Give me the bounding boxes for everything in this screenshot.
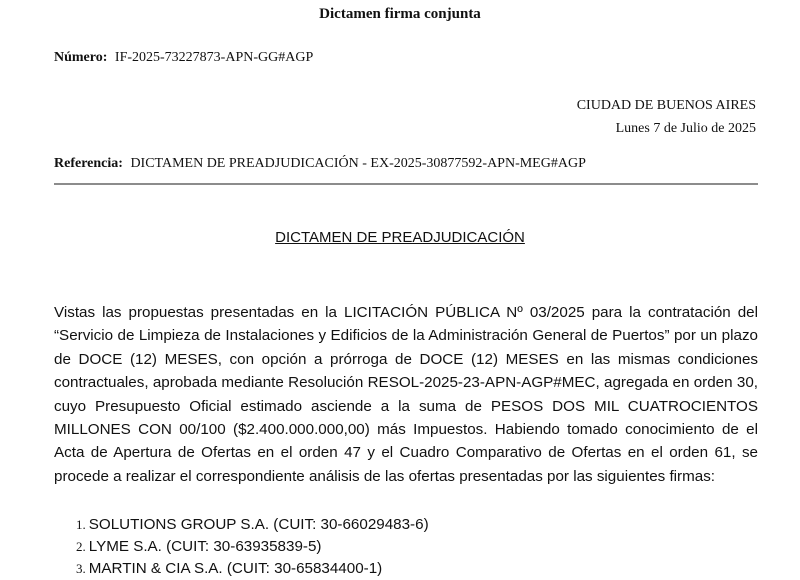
- document-number: [54, 50, 313, 66]
- firms-list: [76, 514, 429, 580]
- reference-label: Referencia:: [54, 156, 123, 171]
- document-title: Dictamen firma conjunta: [319, 6, 481, 22]
- number-value: IF-2025-73227873-APN-GG#AGP: [114, 50, 314, 65]
- list-number: 3.: [76, 561, 86, 576]
- firm-text: LYME S.A. (CUIT: 30-63935839-5): [88, 538, 322, 555]
- header-divider: [54, 183, 758, 185]
- list-item: [76, 558, 429, 580]
- section-heading: DICTAMEN DE PREADJUDICACIÓN: [275, 229, 525, 246]
- place-date-block: [577, 94, 756, 140]
- firm-text: SOLUTIONS GROUP S.A. (CUIT: 30-66029483-6): [88, 516, 429, 533]
- firm-text: MARTIN & CIA S.A. (CUIT: 30-65834400-1): [88, 560, 383, 577]
- city: CIUDAD DE BUENOS AIRES: [576, 98, 756, 113]
- list-number: 1.: [76, 517, 86, 532]
- date: Lunes 7 de Julio de 2025: [615, 121, 756, 136]
- list-item: [76, 536, 429, 558]
- list-item: [76, 514, 429, 536]
- reference-line: [54, 156, 586, 172]
- number-label: Número:: [54, 50, 108, 65]
- list-number: 2.: [76, 539, 86, 554]
- reference-value: DICTAMEN DE PREADJUDICACIÓN - EX-2025-30877592-APN-MEG#AGP: [130, 156, 586, 171]
- body-paragraph: Vistas las propuestas presentadas en la LICITACIÓN PÚBLICA Nº 03/2025 para la contratación del “Servicio de Limpieza de Instalaciones y Edificios de la Administración General de Puertos” por un plazo de DOCE (12) MESES, con opción a prórroga de DOCE (12) MESES en las mismas condiciones contractuales, aprobada mediante Resolución RESOL-2025-23-APN-AGP#MEC, agregada en orden 30, cuyo Presupuesto Oficial estimado asciende a la suma de PESOS DOS MIL CUATROCIENTOS MILLONES CON 00/100 ($2.400.000.000,00) más Impuestos. Habiendo tomado conocimiento de el Acta de Apertura de Ofertas en el orden 47 y el Cuadro Comparativo de Ofertas en el orden 61, se procede a realizar el correspondiente análisis de las ofertas presentadas por las siguientes firmas:: [54, 304, 758, 485]
